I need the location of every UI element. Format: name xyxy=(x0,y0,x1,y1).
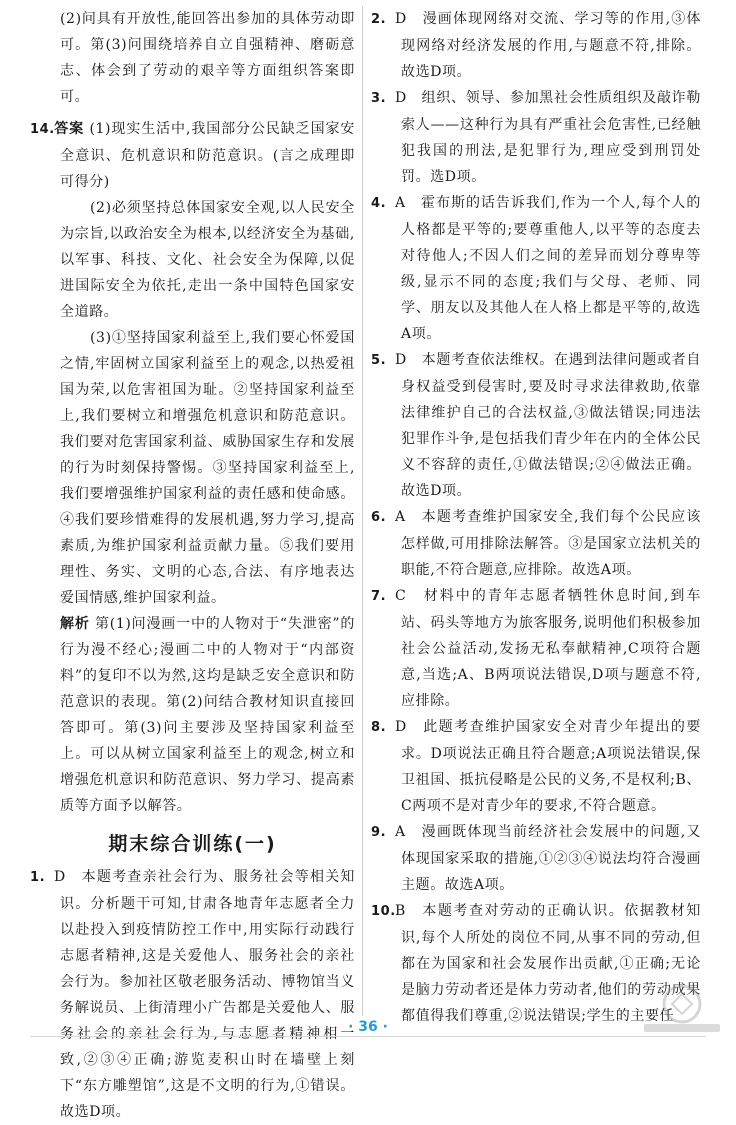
q14-answer-p1: (1)现实生活中,我国部分公民缺乏国家安全意识、危机意识和防范意识。(言之成理即可得分) xyxy=(60,121,355,190)
q7-number: 7. xyxy=(371,589,387,604)
q4-number: 4. xyxy=(371,196,387,211)
q6-item xyxy=(371,504,701,583)
q8-item xyxy=(371,714,701,819)
q10-text: B 本题考查对劳动的正确认识。依据教材知识,每个人所处的岗位不同,从事不同的劳动,但都在为国家和社会发展作出贡献,①正确;无论是脑力劳动者还是体力劳动者,他们的劳动成果都值得我们尊重,②说法错误;学生的主要任 xyxy=(395,903,701,1024)
q4-text: A 霍布斯的话告诉我们,作为一个人,每个人的人格都是平等的;要尊重他人,以平等的态度去对待他人;不因人们之间的差异而划分尊卑等级,显示不同的态度;我们与父母、老师、同学、朋友以及其他人在人格上都是平等的,故选A项。 xyxy=(395,195,701,342)
q5-text: D 本题考查依法维权。在遇到法律问题或者自身权益受到侵害时,要及时寻求法律救助,依靠法律维护自己的合法权益,③做法错误;同违法犯罪作斗争,是包括我们青少年在内的全体公民义不容辞的责任,①做法错误;②④做法正确。故选D项。 xyxy=(395,352,701,499)
q13-continuation: (2)问具有开放性,能回答出参加的具体劳动即可。第(3)问围绕培养自立自强精神、磨砺意志、体会到了劳动的艰辛等方面组织答案即可。 xyxy=(60,11,355,105)
q14-answer xyxy=(30,116,355,195)
q8-text: D 此题考查维护国家安全对青少年提出的要求。D项说法正确且符合题意;A项说法错误,保卫祖国、抵抗侵略是公民的义务,不是权利;B、C两项不是对青少年的要求,不符合题意。 xyxy=(395,719,701,814)
page-number: · 36 · xyxy=(348,1019,388,1035)
q3-item xyxy=(371,85,701,190)
q14-number: 14. xyxy=(30,122,55,137)
answer-label: 答案 xyxy=(54,121,85,137)
q2-text: D 漫画体现网络对交流、学习等的作用,③体现网络对经济发展的作用,与题意不符,排除。故选D项。 xyxy=(395,11,701,80)
section-title: 期末综合训练(一) xyxy=(108,833,277,855)
q14-analysis-text: 第(1)问漫画一中的人物对于“失泄密”的行为漫不经心;漫画二中的人物对于“内部资料”的复印不以为然,这均是缺乏安全意识和防范意识的表现。第(2)问结合教材知识直接回答即可。第(3)问主要涉及坚持国家利益至上。可以从树立国家利益至上的观念,树立和增强危机意识和防范意识、努力学习、提高素质等方面予以解答。 xyxy=(60,616,355,814)
q7-text: C 材料中的青年志愿者牺牲休息时间,到车站、码头等地方为旅客服务,说明他们积极参加社会公益活动,发扬无私奉献精神,C项符合题意,当选;A、B两项说法错误,D项与题意不符,应排除。 xyxy=(395,588,701,709)
q1-text: D 本题考查亲社会行为、服务社会等相关知识。分析题干可知,甘肃各地青年志愿者全力以赴投入到疫情防控工作中,用实际行动践行志愿者精神,这是关爱他人、服务社会的亲社会行为。参加社区敬老服务活动、博物馆当义务解说员、上街清理小广告都是关爱他人、服务社会的亲社会行为,与志愿者精神相一致,②③④正确;游览麦积山时在墙壁上刻下“东方雕塑馆”,这是不文明的行为,①错误。故选D项。 xyxy=(54,869,355,1120)
bottom-rule xyxy=(30,1036,706,1037)
q14-answer-p2: (2)必须坚持总体国家安全观,以人民安全为宗旨,以政治安全为根本,以经济安全为基础,以军事、科技、文化、社会安全为保障,以促进国际安全为依托,走出一条中国特色国家安全道路。 xyxy=(60,200,355,320)
q3-text: D 组织、领导、参加黑社会性质组织及敲诈勒索人——这种行为具有严重社会危害性,已经触犯我国的刑法,是犯罪行为,理应受到刑罚处罚。选D项。 xyxy=(395,90,701,185)
q5-item xyxy=(371,347,701,504)
column-divider xyxy=(362,6,363,1016)
right-column xyxy=(371,6,701,1029)
q5-number: 5. xyxy=(371,353,387,368)
q9-text: A 漫画既体现当前经济社会发展中的问题,又体现国家采取的措施,①②③④说法均符合漫画主题。故选A项。 xyxy=(395,824,701,893)
q4-item xyxy=(371,190,701,347)
q3-number: 3. xyxy=(371,91,387,106)
q9-item xyxy=(371,819,701,898)
q8-number: 8. xyxy=(371,720,387,735)
q14-analysis xyxy=(30,611,355,819)
q1-item xyxy=(30,864,355,1125)
left-column xyxy=(30,6,355,1125)
q6-number: 6. xyxy=(371,510,387,525)
q1-number: 1. xyxy=(30,870,46,885)
q9-number: 9. xyxy=(371,825,387,840)
q7-item xyxy=(371,583,701,714)
q2-item xyxy=(371,6,701,85)
q2-number: 2. xyxy=(371,12,387,27)
q10-number: 10. xyxy=(371,904,396,919)
q6-text: A 本题考查维护国家安全,我们每个公民应该怎样做,可用排除法解答。③是国家立法机关的职能,不符合题意,应排除。故选A项。 xyxy=(395,509,701,578)
q14-answer-p3: (3)①坚持国家利益至上,我们要心怀爱国之情,牢固树立国家利益至上的观念,以热爱祖国为荣,以危害祖国为耻。②坚持国家利益至上,我们要树立和增强危机意识和防范意识。我们要对危害国家利益、威胁国家生存和发展的行为时刻保持警惕。③坚持国家利益至上,我们要增强维护国家利益的责任感和使命感。④我们要珍惜难得的发展机遇,努力学习,提高素质,为维护国家利益贡献力量。⑤我们要用理性、务实、文明的心态,合法、有序地表达爱国情感,维护国家利益。 xyxy=(60,330,355,606)
analysis-label: 解析 xyxy=(60,616,90,632)
watermark-logo-icon xyxy=(636,982,728,1034)
